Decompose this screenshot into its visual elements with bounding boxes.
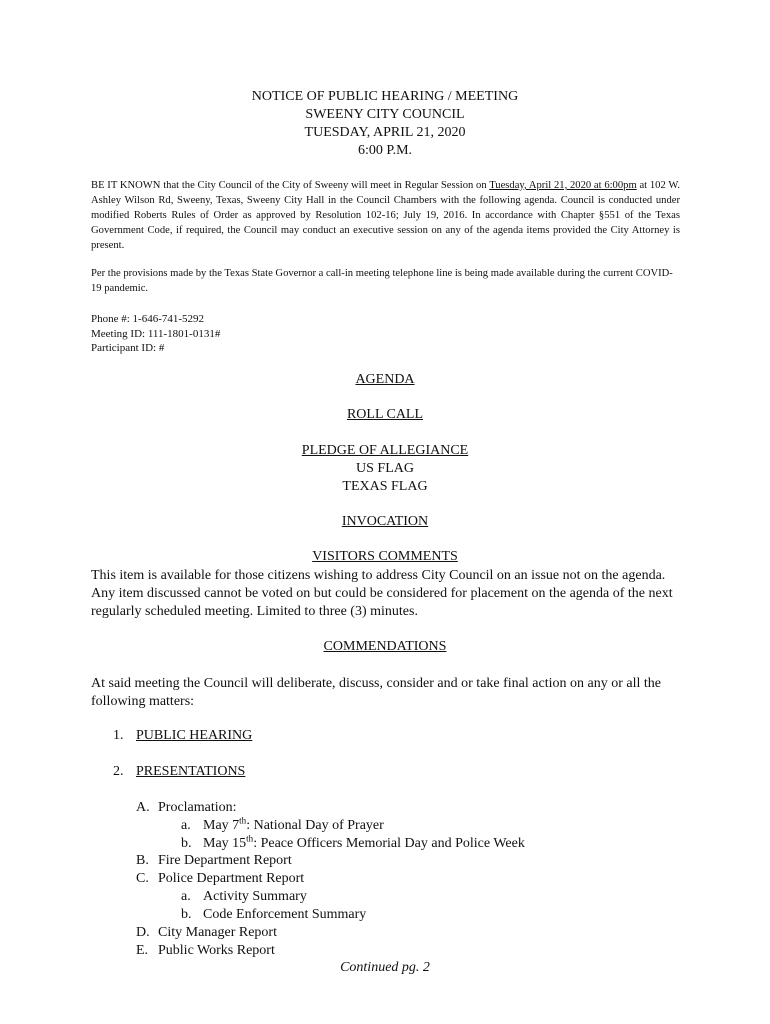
visitors-heading: VISITORS COMMENTS xyxy=(312,549,458,564)
subitem-a-a: a. May 7th: National Day of Prayer xyxy=(181,815,384,833)
header-time: 6:00 P.M. xyxy=(357,143,413,158)
subitem-b: B. Fire Department Report xyxy=(136,853,292,868)
agenda-item-1: 1. PUBLIC HEARING xyxy=(113,728,253,743)
intro-paragraph xyxy=(91,178,680,253)
subitem-d: D. City Manager Report xyxy=(136,925,277,940)
visitors-text: This item is available for those citizens wishing to address City Council on an issue not on the agenda. Any item discussed cannot be voted on but could be considered for placement on the agenda of the next regularly scheduled meeting. Limited to three (3) minutes. xyxy=(91,568,673,619)
pledge-section xyxy=(0,442,770,496)
roll-call-heading: ROLL CALL xyxy=(346,407,424,422)
subitem-c: C. Police Department Report xyxy=(136,871,305,886)
agenda-heading: AGENDA xyxy=(355,372,415,387)
presentations-label: PRESENTATIONS xyxy=(136,764,246,779)
header-title: NOTICE OF PUBLIC HEARING / MEETING xyxy=(251,89,519,104)
meeting-date-underlined: Tuesday, April 21, 2020 at 6:00pm xyxy=(489,180,637,191)
intro-text-2: at 102 W. Ashley Wilson Rd, Sweeny, Texas, Sweeny City Hall in the Council Chambers with the following agenda. Council is conducted under modified Roberts Rules of Order as approved by Resolution 102-16; July 19, 2016. In accordance with Chapter §551 of the Texas Government Code, if required, the Council may conduct an executive session on any of the agenda items provided the City Attorney is present. xyxy=(91,180,680,251)
call-in-details xyxy=(91,312,220,356)
invocation-heading: INVOCATION xyxy=(341,514,429,529)
meeting-id: Meeting ID: 111-1801-0131# xyxy=(91,327,221,340)
subitem-a-b: b. May 15th: Peace Officers Memorial Day and Police Week xyxy=(181,833,525,851)
subitem-c-a: a. Activity Summary xyxy=(181,889,307,904)
deliberate-text: At said meeting the Council will deliberate, discuss, consider and or take final action on any or all the following matters: xyxy=(91,676,661,709)
phone-number: Phone #: 1-646-741-5292 xyxy=(91,313,205,325)
texas-flag: TEXAS FLAG xyxy=(342,479,428,494)
pledge-heading: PLEDGE OF ALLEGIANCE xyxy=(301,443,469,458)
public-hearing-label: PUBLIC HEARING xyxy=(136,728,253,743)
us-flag: US FLAG xyxy=(356,461,414,476)
header-council: SWEENY CITY COUNCIL xyxy=(305,107,465,122)
notice-header xyxy=(0,88,770,160)
commendations-heading: COMMENDATIONS xyxy=(323,639,447,654)
agenda-item-2: 2. PRESENTATIONS xyxy=(113,764,246,779)
subitem-e: E. Public Works Report xyxy=(136,943,275,958)
participant-id: Participant ID: # xyxy=(91,342,165,354)
continued-note: Continued pg. 2 xyxy=(340,960,430,975)
header-date: TUESDAY, APRIL 21, 2020 xyxy=(304,125,466,140)
subitem-c-b: b. Code Enforcement Summary xyxy=(181,907,367,922)
covid-notice: Per the provisions made by the Texas State Governor a call-in meeting telephone line is being made available during the current COVID-19 pandemic. xyxy=(91,268,673,294)
subitem-a: A. Proclamation: xyxy=(136,800,237,815)
intro-text-1: BE IT KNOWN that the City Council of the City of Sweeny will meet in Regular Session on xyxy=(91,180,490,191)
